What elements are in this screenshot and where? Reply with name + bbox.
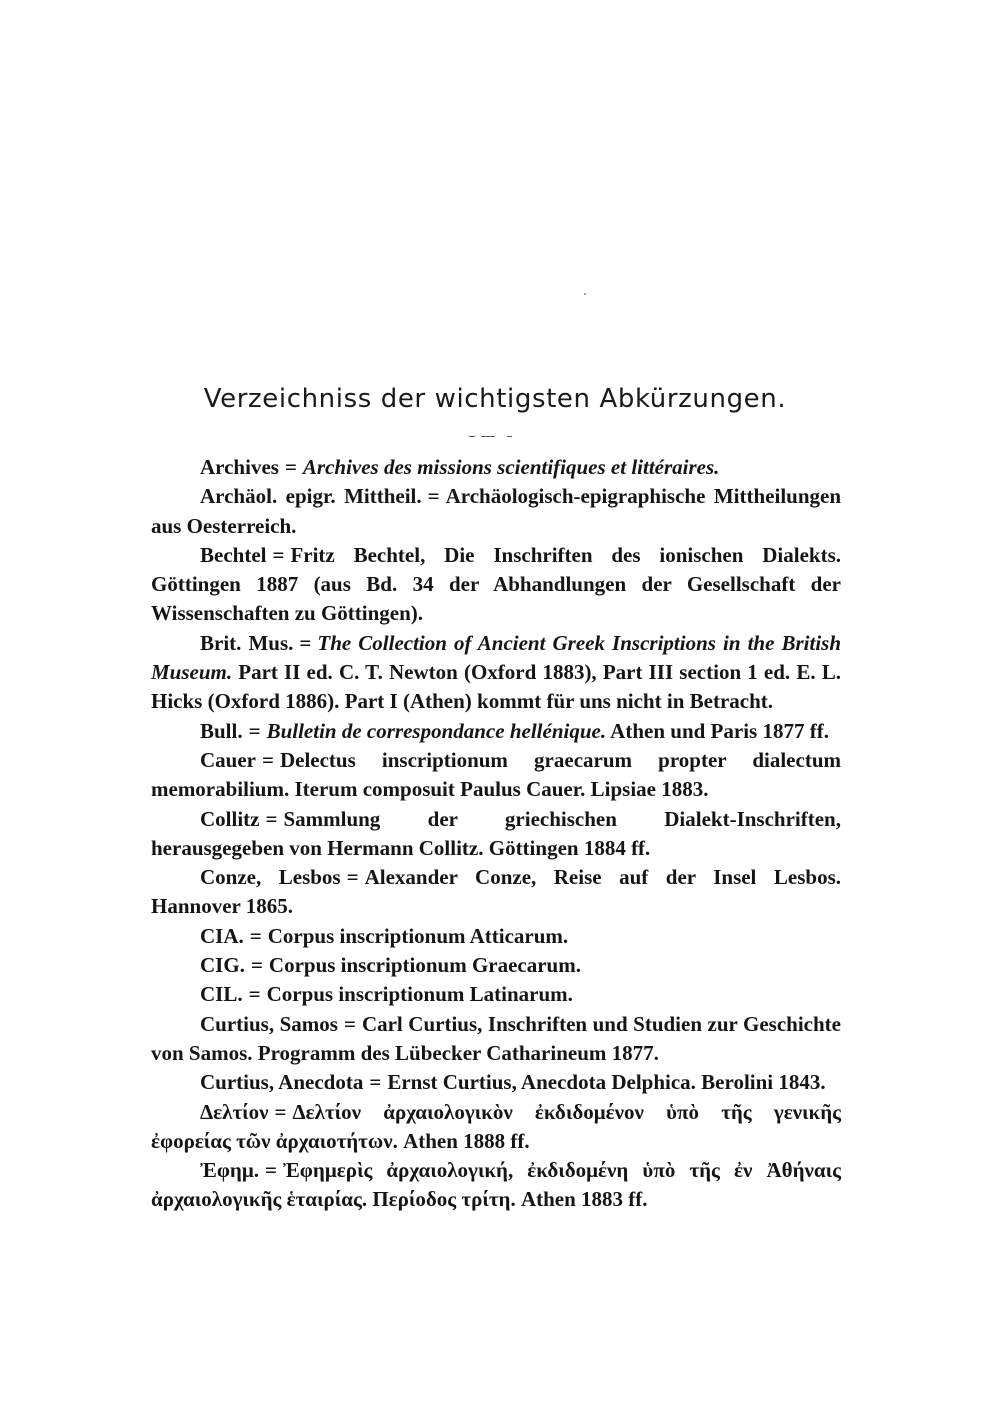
entry-abbreviation: Bechtel	[200, 542, 267, 567]
entry-description: Ernst Curtius, Anecdota Delphica. Berolini 1843.	[387, 1070, 826, 1095]
entry-abbreviation: CIL.	[200, 982, 243, 1007]
equals-sign: =	[427, 484, 440, 509]
entry-title-italic: Archives des missions scientifiques et littéraires.	[302, 455, 720, 479]
entry-description: Sammlung der griechischen Dialekt-Inschriften, herausgegeben von Hermann Collitz. Göttingen 1884 ff.	[151, 806, 841, 860]
entry-description: Athen und Paris 1877 ff.	[606, 718, 829, 743]
entry-description: Ἐφημερὶς ἀρχαιολογική, ἐκδιδομένη ὑπὸ τῆς ἐν Ἀθήναις ἀρχαιολογικῆς ἑταιρίας. Περίοδος τρίτη. Athen 1883 ff.	[151, 1158, 841, 1212]
equals-sign: =	[272, 542, 285, 567]
abbreviation-entry	[151, 541, 841, 629]
entry-abbreviation: Bull.	[200, 718, 243, 743]
abbreviation-entry	[151, 951, 841, 980]
equals-sign: =	[265, 806, 278, 831]
equals-sign: =	[346, 865, 359, 890]
entry-title-italic: The Collection of Ancient Greek Inscriptions in the British Museum.	[151, 630, 842, 685]
abbreviation-entry	[151, 746, 841, 805]
abbreviation-entry	[151, 629, 841, 717]
entry-description: Corpus inscriptionum Graecarum.	[268, 953, 581, 978]
equals-sign: =	[265, 1158, 277, 1183]
entry-description: Alexander Conze, Reise auf der Insel Lesbos. Hannover 1865.	[151, 865, 842, 919]
entry-abbreviation: CIA.	[200, 923, 244, 948]
abbreviation-entry	[151, 805, 841, 864]
abbreviation-entry	[151, 453, 841, 482]
abbreviation-entry	[151, 717, 841, 746]
entry-abbreviation: Conze, Lesbos	[200, 865, 341, 890]
equals-sign: =	[250, 953, 263, 978]
page-title: Verzeichniss der wichtigsten Abkürzungen.	[203, 384, 787, 414]
title-divider	[465, 433, 525, 441]
abbreviation-entry	[151, 1156, 841, 1215]
abbreviation-entry	[151, 1098, 841, 1157]
equals-sign: =	[248, 982, 261, 1007]
equals-sign: =	[343, 1011, 356, 1036]
equals-sign: =	[274, 1099, 287, 1124]
abbreviation-entry	[151, 1068, 841, 1097]
print-speck	[584, 293, 586, 295]
entry-description: Delectus inscriptionum graecarum propter dialectum memorabilium. Iterum composuit Paulus Cauer. Lipsiae 1883.	[151, 747, 841, 802]
abbreviation-entry	[151, 1010, 841, 1069]
abbreviation-entry	[151, 980, 841, 1009]
entry-description: Corpus inscriptionum Atticarum.	[267, 923, 569, 948]
abbreviation-entry	[151, 482, 841, 541]
entry-abbreviation: Cauer	[200, 747, 256, 772]
entry-abbreviation: Archives	[200, 455, 279, 479]
equals-sign: =	[249, 923, 262, 948]
entry-title-italic: Bulletin de correspondance hellénique.	[266, 718, 607, 743]
entry-abbreviation: Archäol. epigr. Mittheil.	[200, 484, 422, 509]
entry-abbreviation: CIG.	[200, 953, 245, 978]
equals-sign: =	[284, 455, 297, 479]
entry-abbreviation: Δελτίον	[200, 1099, 269, 1124]
entry-abbreviation: Collitz	[200, 806, 260, 831]
entry-abbreviation: Curtius, Anecdota	[200, 1070, 364, 1095]
entry-description: Carl Curtius, Inschriften und Studien zur Geschichte von Samos. Programm des Lübecker Catharineum 1877.	[151, 1011, 841, 1065]
entry-description: Δελτίον ἀρχαιολογικὸν ἐκδιδομένον ὑπὸ τῆς γενικῆς ἐφορείας τῶν ἀρχαιοτήτων. Athen 1888 ff.	[151, 1099, 841, 1153]
equals-sign: =	[262, 747, 274, 772]
equals-sign: =	[369, 1070, 382, 1095]
entry-description: Archäologisch-epigraphische Mittheilungen aus Oesterreich.	[151, 484, 842, 538]
abbreviation-entry	[151, 922, 841, 951]
equals-sign: =	[248, 718, 261, 743]
entry-description: Part II ed. C. T. Newton (Oxford 1883), Part III section 1 ed. E. L. Hicks (Oxford 1886). Part I (Athen) kommt für uns nicht in Betracht.	[151, 660, 841, 714]
entry-description: Corpus inscriptionum Latinarum.	[266, 982, 573, 1007]
entry-abbreviation: Ἐφημ.	[200, 1158, 260, 1183]
abbreviation-entry	[151, 863, 841, 922]
equals-sign: =	[299, 630, 312, 655]
entry-abbreviation: Curtius, Samos	[200, 1011, 338, 1036]
abbreviation-list	[151, 453, 841, 1215]
entry-abbreviation: Brit. Mus.	[200, 630, 294, 655]
entry-description: Fritz Bechtel, Die Inschriften des ionischen Dialekts. Göttingen 1887 (aus Bd. 34 der Abhandlungen der Gesellschaft der Wissenschaften zu Göttingen).	[151, 542, 841, 626]
